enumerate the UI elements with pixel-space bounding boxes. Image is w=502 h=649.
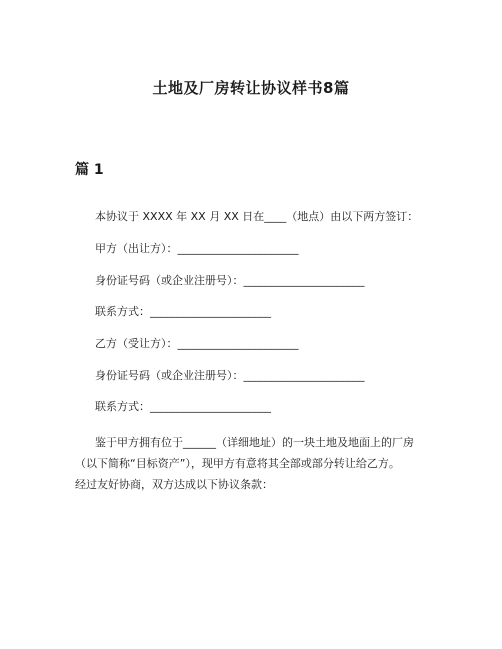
party-a-line: 甲方（出让方）：______________________ <box>95 242 299 255</box>
section-heading: 篇 1 <box>75 162 104 178</box>
agreement-intro-paragraph: 本协议于 XXXX 年 XX 月 XX 日在____（地点）由以下两方签订： <box>95 210 419 223</box>
party-b-line: 乙方（受让方）：______________________ <box>95 337 299 350</box>
recital-line: 经过友好协商，双方达成以下协议条款： <box>75 478 273 491</box>
party-b-contact-line: 联系方式：______________________ <box>95 400 271 413</box>
recital-paragraph <box>75 432 435 495</box>
party-a-id-line: 身份证号码（或企业注册号）：______________________ <box>95 274 365 287</box>
document-title: 土地及厂房转让协议样书8篇 <box>152 79 350 97</box>
recital-line: 鉴于甲方拥有位于______（详细地址）的一块土地及地面上的厂房 <box>95 436 414 449</box>
party-b-id-line: 身份证号码（或企业注册号）：______________________ <box>95 369 365 382</box>
party-a-contact-line: 联系方式：______________________ <box>95 305 271 318</box>
recital-line: （以下简称“目标资产”），现甲方有意将其全部或部分转让给乙方。 <box>75 457 400 470</box>
